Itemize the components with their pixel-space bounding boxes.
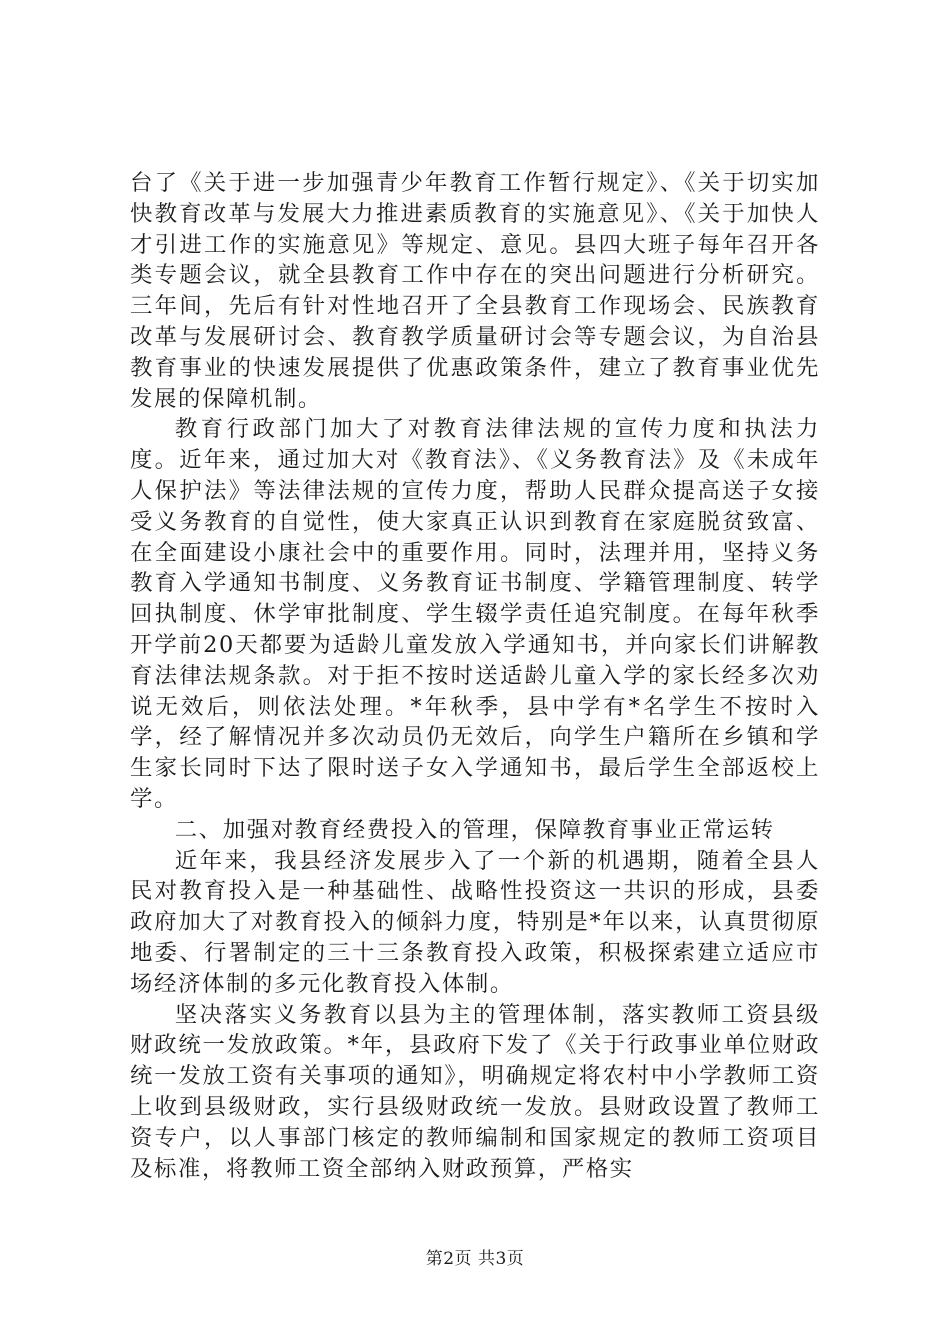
paragraph-law-enforcement: 教育行政部门加大了对教育法律法规的宣传力度和执法力度。近年来，通过加大对《教育法》、《义务教育法》及《未成年人保护法》等法律法规的宣传力度，帮助人民群众提高送子女接受义务教育的自觉性，使大家真正认识到教育在家庭脱贫致富、在全面建设小康社会中的重要作用。同时，法理并用，坚持义务教育入学通知书制度、义务教育证书制度、学籍管理制度、转学回执制度、休学审批制度、学生辍学责任追究制度。在每年秋季开学前20天都要为适龄儿童发放入学通知书，并向家长们讲解教育法律法规条款。对于拒不按时送适龄儿童入学的家长经多次劝说无效后，则依法处理。*年秋季，县中学有*名学生不按时入学，经了解情况并多次动员仍无效后，向学生户籍所在乡镇和学生家长同时下达了限时送子女入学通知书，最后学生全部返校上学。 (130, 416, 820, 812)
page-footer (0, 1244, 950, 1269)
paragraph-continued: 台了《关于进一步加强青少年教育工作暂行规定》、《关于切实加快教育改革与发展大力推进素质教育的实施意见》、《关于加快人才引进工作的实施意见》等规定、意见。县四大班子每年召开各类专题会议，就全县教育工作中存在的突出问题进行分析研究。三年间，先后有针对性地召开了全县教育工作现场会、民族教育改革与发展研讨会、教育教学质量研讨会等专题会议，为自治县教育事业的快速发展提供了优惠政策条件，建立了教育事业优先发展的保障机制。 (130, 170, 820, 412)
section-heading: 二、加强对教育经费投入的管理，保障教育事业正常运转 (174, 816, 775, 843)
page-number: 第2页 共3页 (425, 1249, 525, 1269)
document-body (130, 168, 820, 1184)
paragraph-investment: 近年来，我县经济发展步入了一个新的机遇期，随着全县人民对教育投入是一种基础性、战略性投资这一共识的形成，县委政府加大了对教育投入的倾斜力度，特别是*年以来，认真贯彻原地委、行署制定的三十三条教育投入政策，积极探索建立适应市场经济体制的多元化教育投入体制。 (130, 847, 820, 997)
paragraph-teacher-salary: 坚决落实义务教育以县为主的管理体制，落实教师工资县级财政统一发放政策。*年，县政府下发了《关于行政事业单位财政统一发放工资有关事项的通知》，明确规定将农村中小学教师工资上收到县级财政，实行县级财政统一发放。县财政设置了教师工资专户，以人事部门核定的教师编制和国家规定的教师工资项目及标准，将教师工资全部纳入财政预算，严格实 (130, 1001, 820, 1182)
